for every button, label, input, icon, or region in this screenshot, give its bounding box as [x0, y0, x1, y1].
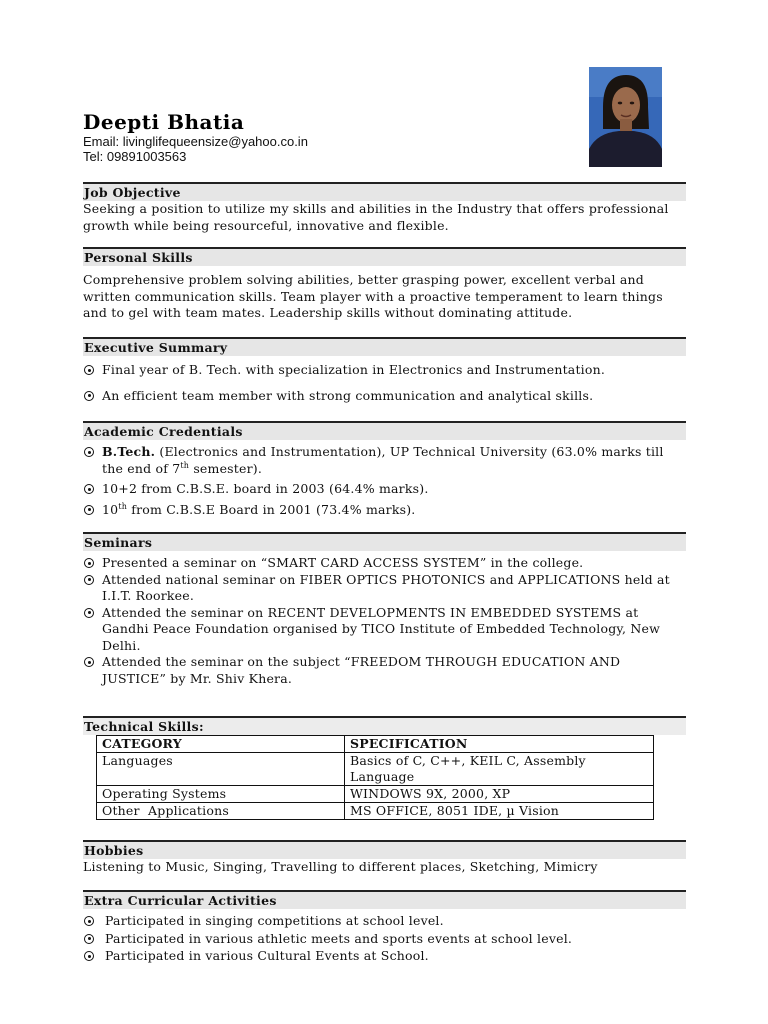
section-executive-summary [83, 337, 686, 404]
bullet-icon [84, 447, 94, 457]
list-item-text: Participated in singing competitions at school level. [105, 913, 444, 928]
bullet-icon [84, 365, 94, 375]
table-row [97, 786, 654, 803]
table-header: SPECIFICATION [345, 736, 654, 753]
section-academic-credentials [83, 421, 686, 518]
bullet-icon [84, 505, 94, 515]
list-item [83, 572, 686, 605]
list-item [83, 502, 686, 519]
table-row [97, 753, 654, 786]
table-cell: WINDOWS 9X, 2000, XP [345, 786, 654, 803]
table-cell: Operating Systems [97, 786, 345, 803]
list-item-text: Participated in various Cultural Events at School. [105, 948, 429, 963]
extra-curricular-list [83, 913, 686, 965]
table-header-row [97, 736, 654, 753]
list-item [83, 388, 686, 405]
section-text [83, 859, 686, 876]
list-item [83, 948, 686, 965]
section-text [83, 272, 686, 322]
section-title: Hobbies [83, 840, 686, 859]
list-item [83, 605, 686, 655]
section-text [83, 201, 686, 234]
table-row [97, 803, 654, 820]
section-seminars [83, 532, 686, 687]
candidate-name: Deepti Bhatia [83, 110, 245, 134]
section-hobbies [83, 840, 686, 876]
list-item-text: 10+2 from C.B.S.E. board in 2003 (64.4% marks). [102, 481, 429, 496]
phone-line: Tel: 09891003563 [83, 149, 187, 164]
seminars-list [83, 555, 686, 687]
list-item-text: 10 [102, 501, 119, 517]
bullet-icon [84, 657, 94, 667]
section-technical-skills [83, 716, 686, 735]
table-cell: Basics of C, C++, KEIL C, Assembly Language [345, 753, 654, 786]
list-item-text: Participated in various athletic meets and sports events at school level. [105, 930, 573, 946]
bullet-icon [84, 608, 94, 618]
list-item-text: Attended national seminar on FIBER OPTICS PHOTONICS and APPLICATIONS held at I.I.T. Roorkee. [102, 571, 670, 603]
list-item [83, 444, 686, 477]
hobbies-text: Listening to Music, Singing, Travelling to different places, Sketching, Mimicry [83, 859, 598, 874]
section-title: Personal Skills [83, 247, 686, 266]
list-item-text: Attended the seminar on RECENT DEVELOPMENTS IN EMBEDDED SYSTEMS at Gandhi Peace Foundation organised by TICO Institute of Embedded Technology, New Delhi. [102, 604, 660, 653]
table-header: CATEGORY [97, 736, 345, 753]
personal-skills-text: Comprehensive problem solving abilities, better grasping power, excellent verbal and written communication skills. Team player with a proactive temperament to learn things and to gel with team mates. Leadership skills without dominating attitude. [83, 272, 663, 320]
bullet-icon [84, 391, 94, 401]
list-item [83, 654, 686, 687]
section-title: Technical Skills: [83, 716, 686, 735]
table-cell: Other Applications [97, 803, 345, 820]
technical-skills-table [96, 735, 654, 820]
list-item-text: Attended the seminar on the subject “FREEDOM THROUGH EDUCATION AND JUSTICE” by Mr. Shiv Khera. [102, 654, 621, 686]
bullet-icon [84, 934, 94, 944]
table-cell: MS OFFICE, 8051 IDE, µ Vision [345, 803, 654, 820]
profile-photo [589, 67, 662, 167]
academic-list [83, 444, 686, 518]
section-extra-curricular [83, 890, 686, 965]
section-title: Academic Credentials [83, 421, 686, 440]
section-title: Job Objective [83, 182, 686, 201]
contact-block [83, 134, 308, 164]
superscript: th [118, 501, 128, 511]
executive-summary-list [83, 362, 686, 404]
degree-detail-end: semester). [189, 460, 263, 476]
list-item [83, 913, 686, 930]
list-item [83, 555, 686, 572]
degree-name: B.Tech. [102, 444, 156, 459]
table-cell: Languages [97, 753, 345, 786]
list-item [83, 931, 686, 948]
email-line: Email: livinglifequeensize@yahoo.co.in [83, 134, 308, 149]
list-item [83, 362, 686, 379]
bullet-icon [84, 558, 94, 568]
degree-detail: (Electronics and Instrumentation), UP Technical University (63.0% marks till the end of 7 [102, 444, 664, 476]
list-item-text: from C.B.S.E Board in 2001 (73.4% marks). [127, 501, 416, 517]
section-job-objective [83, 182, 686, 234]
section-title: Extra Curricular Activities [83, 890, 686, 909]
superscript: th [180, 460, 190, 470]
bullet-icon [84, 916, 94, 926]
section-title: Seminars [83, 532, 686, 551]
job-objective-text: Seeking a position to utilize my skills and abilities in the Industry that offers professional growth while being resourceful, innovative and flexible. [83, 201, 669, 233]
bullet-icon [84, 575, 94, 585]
list-item-text: Final year of B. Tech. with specialization in Electronics and Instrumentation. [102, 362, 606, 377]
section-title: Executive Summary [83, 337, 686, 356]
section-personal-skills [83, 247, 686, 322]
list-item-text: An efficient team member with strong communication and analytical skills. [102, 387, 594, 403]
bullet-icon [84, 951, 94, 961]
list-item-text: Presented a seminar on “SMART CARD ACCESS SYSTEM” in the college. [102, 555, 584, 570]
bullet-icon [84, 484, 94, 494]
list-item [83, 481, 686, 498]
